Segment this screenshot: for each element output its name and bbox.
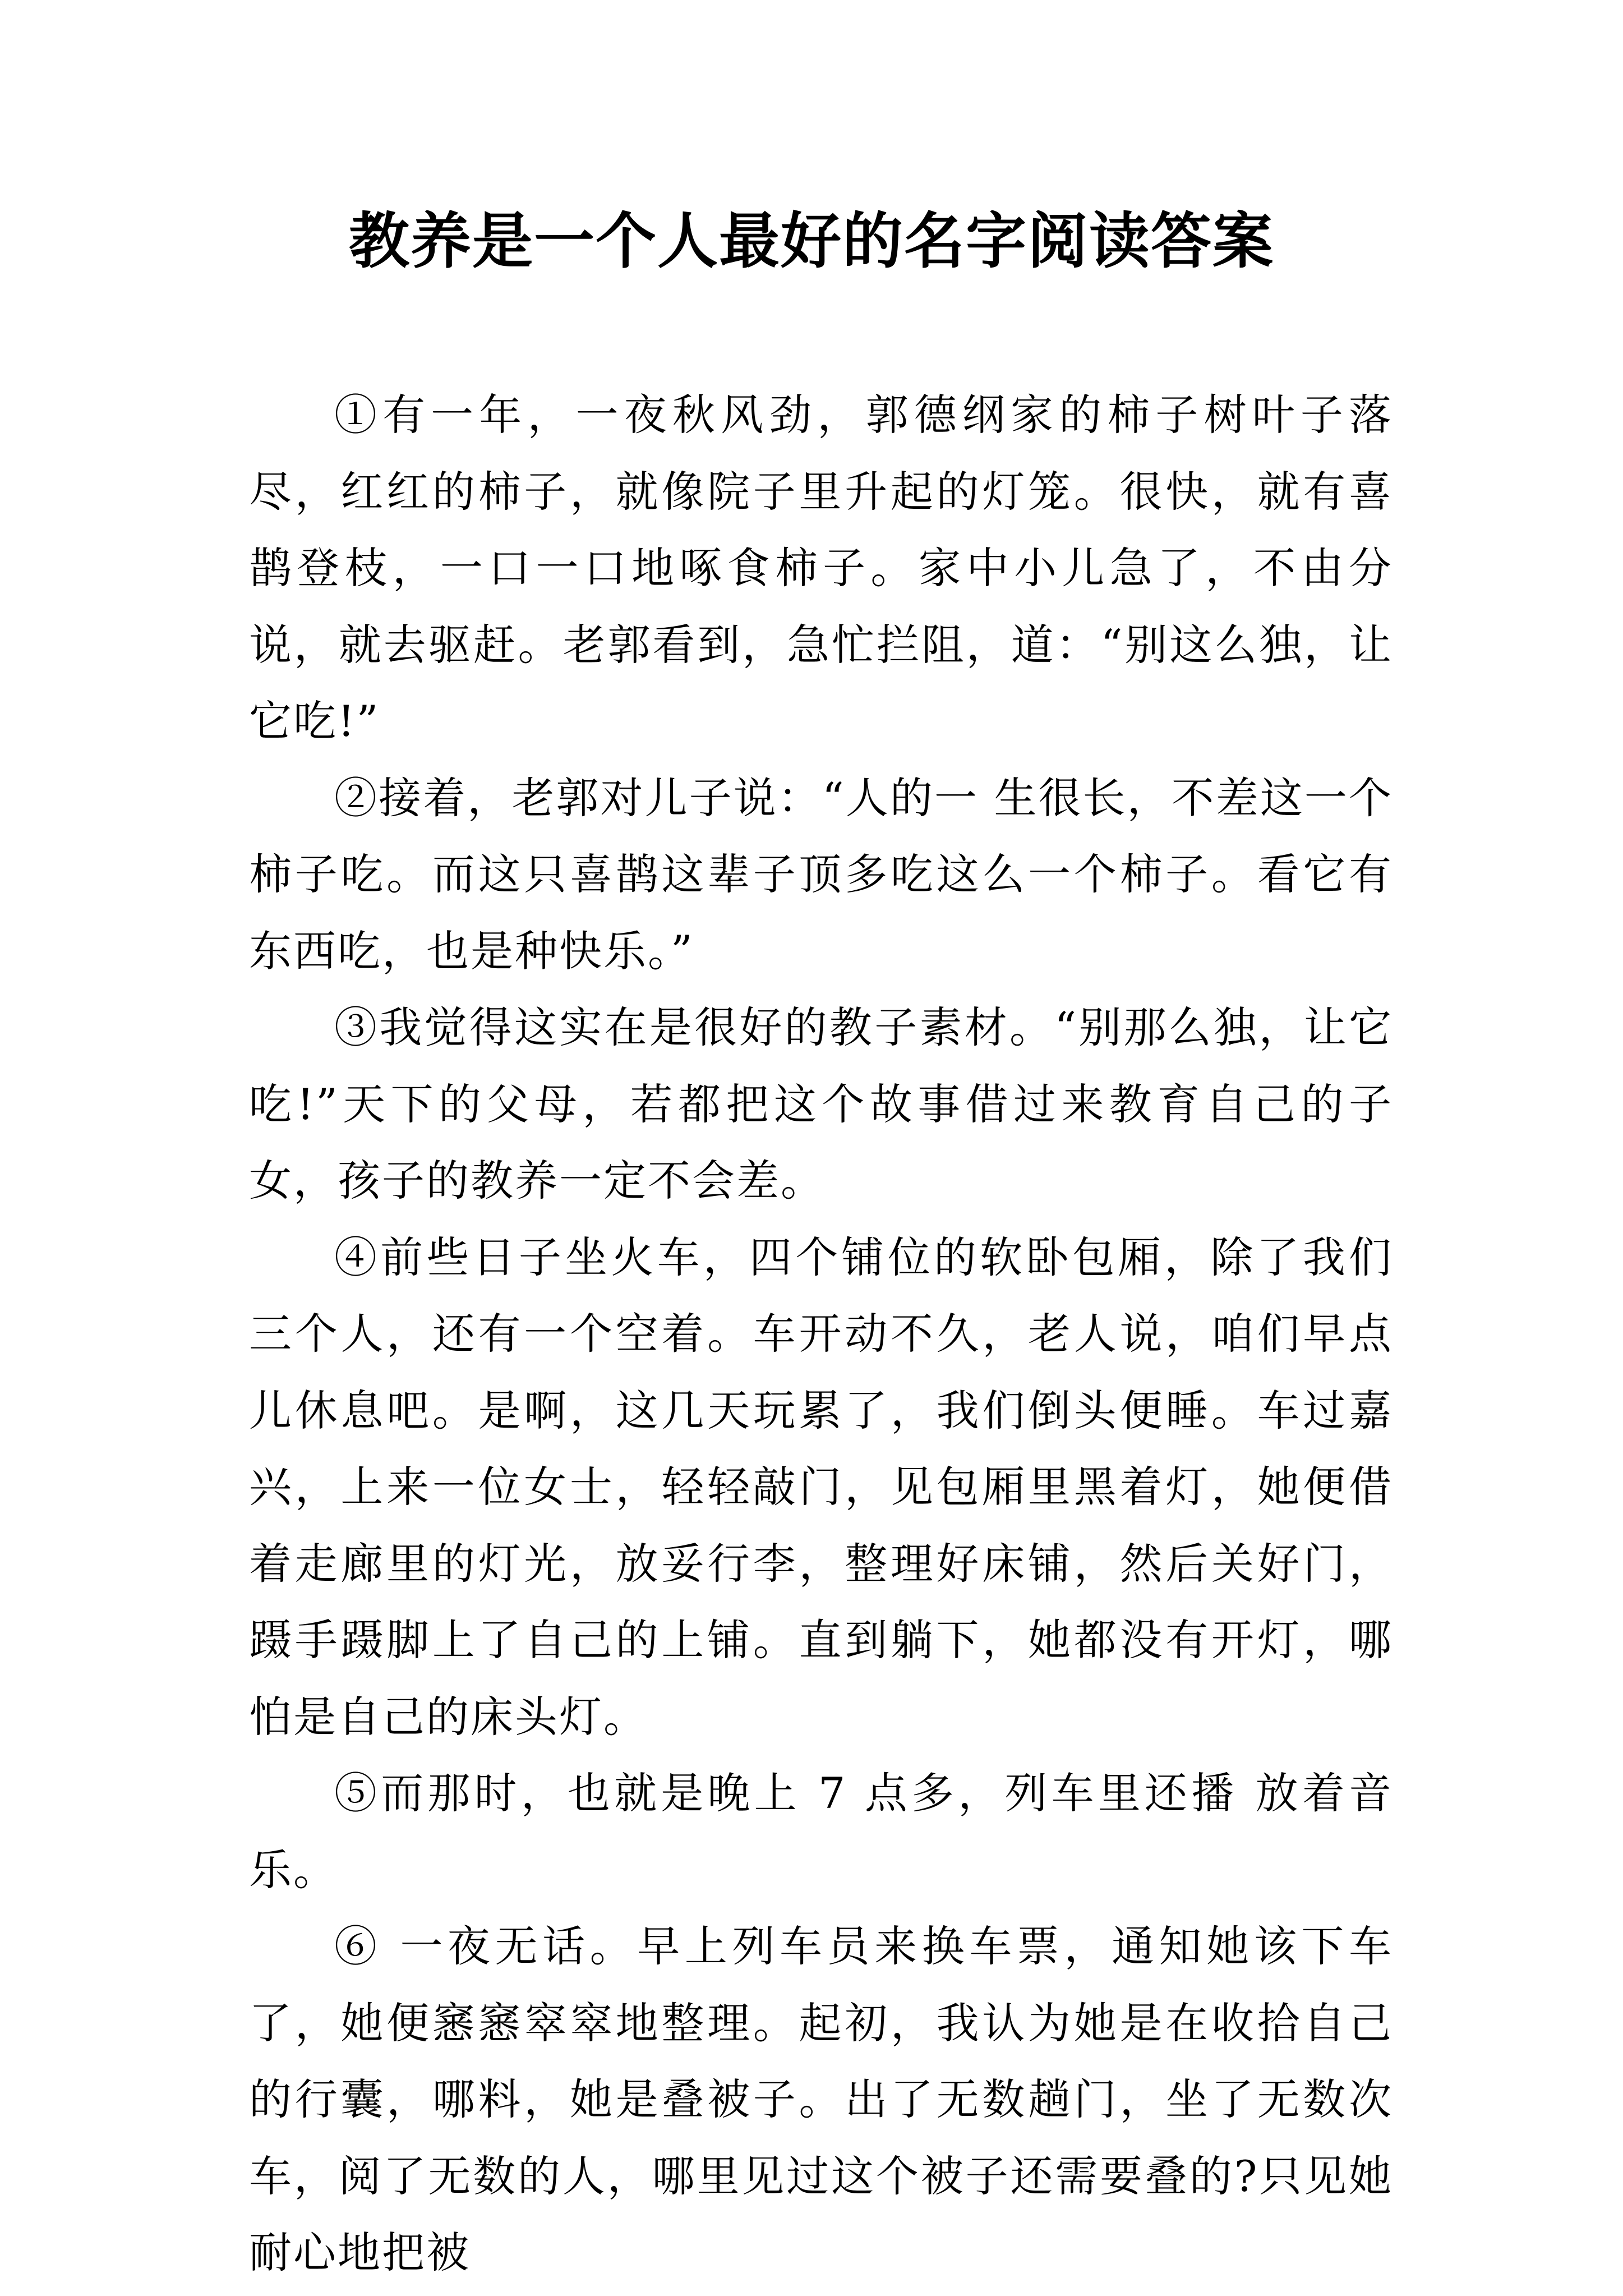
paragraph-4: ④前些日子坐火车，四个铺位的软卧包厢，除了我们三个人，还有一个空着。车开动不久，老人说，咱们早点儿休息吧。是啊，这几天玩累了，我们倒头便睡。车过嘉兴，上来一位女士，轻轻敲门，见包厢里黑着灯，她便借着走廊里的灯光，放妥行李，整理好床铺，然后关好门， 蹑手蹑脚上了自己的上铺。直到躺下，她都没有开灯，哪怕是自己的床头灯。 [249, 1232, 1393, 1742]
document-body [249, 377, 1393, 2292]
paragraph-3: ③我觉得这实在是很好的教子素材。“别那么独，让它吃!”天下的父母，若都把这个故事借过来教育自己的子女，孩子的教养一定不会差。 [249, 1002, 1393, 1205]
paragraph-5: ⑤而那时，也就是晚上 7 点多，列车里还播 放着音乐。 [249, 1768, 1393, 1895]
paragraph-6: ⑥ 一夜无话。早上列车员来换车票，通知她该下车了，她便窸窸窣窣地整理。起初，我认为她是在收拾自己的行囊，哪料，她是叠被子。出了无数趟门，坐了无数次车，阅了无数的人，哪里见过这个被子还需要叠的?只见她耐心地把被 [249, 1921, 1393, 2277]
paragraph-2: ②接着，老郭对儿子说：“人的一 生很长，不差这一个柿子吃。而这只喜鹊这辈子顶多吃这么一个柿子。看它有东西吃，也是种快乐。” [249, 772, 1393, 976]
document-title: 教养是一个人最好的名字阅读答案 [348, 206, 1274, 277]
paragraph-1: ①有一年，一夜秋风劲，郭德纲家的柿子树叶子落尽，红红的柿子，就像院子里升起的灯笼。很快，就有喜鹊登枝，一口一口地啄食柿子。家中小儿急了，不由分说，就去驱赶。老郭看到，急忙拦阻，道：“别这么独，让它吃!” [249, 390, 1393, 746]
